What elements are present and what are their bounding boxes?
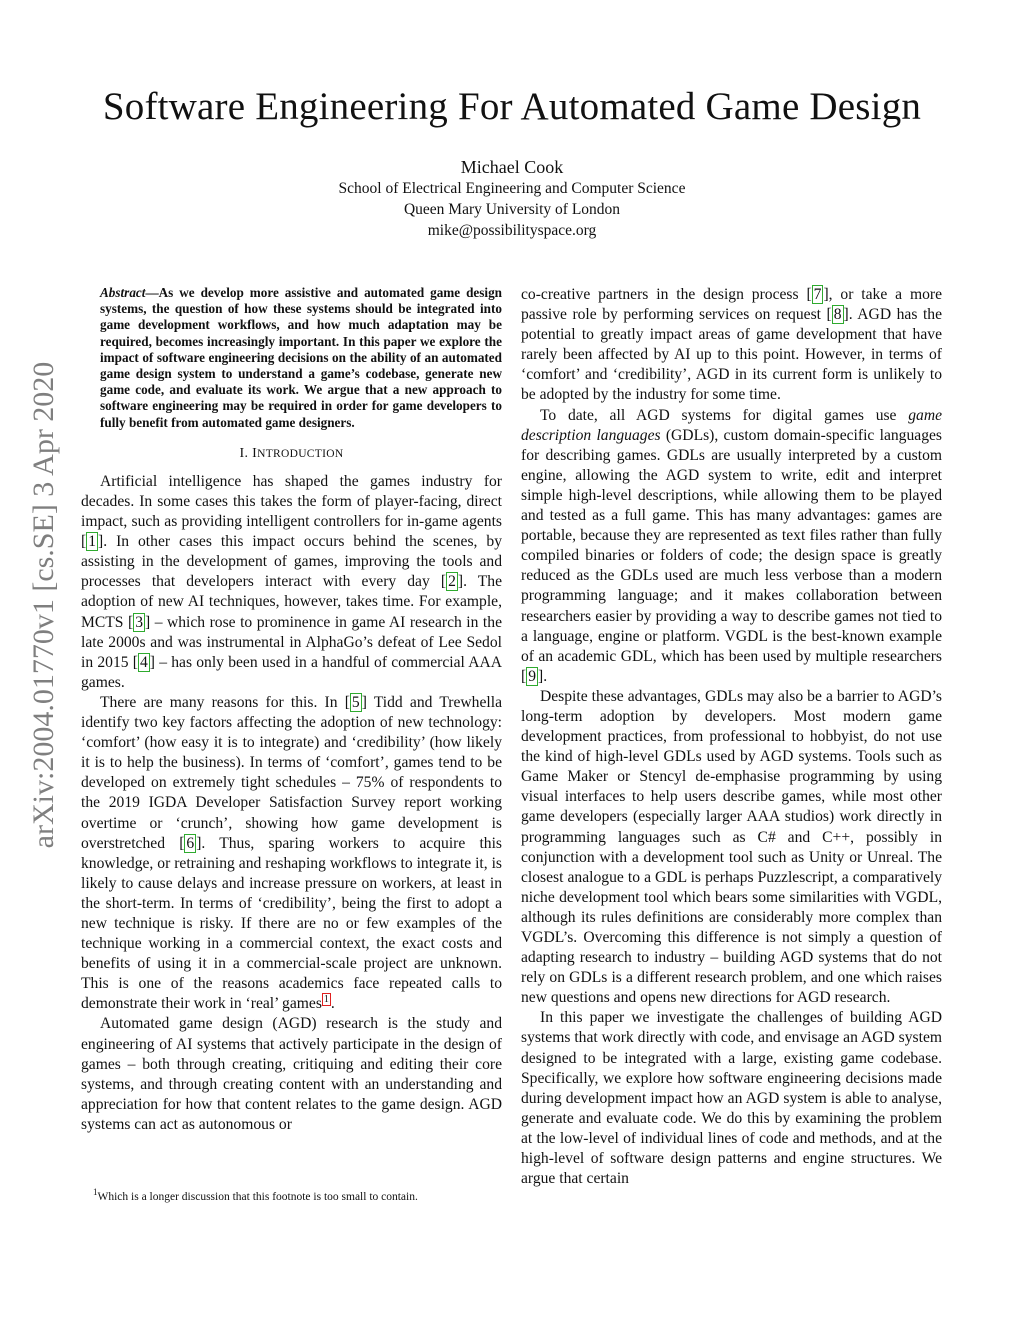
citation-link[interactable]: 9 bbox=[528, 667, 536, 685]
intro-paragraph-6: Despite these advantages, GDLs may also be a barrier to AGD’s long-term adoption by developers. Most modern game development practices, from professional to hobbyist, do not use the kind of high-level GDLs used by AGD systems. Tools such as Game Maker or Stencyl de-emphasise programming by using visual interfaces to help users describe games, while most other game developers (especially larger AAA studios) work directly in programming languages such as C# and C++, possibly in conjunction with a development tool such as Unity or Unreal. The closest analogue to a GDL is perhaps Puzzlescript, a comparatively niche development tool which bears some similarities with VGDL, although its rules definitions are considerably more complex than VGDL’s. Overcoming this difference is not simply a question of adapting research to industry – building AGD systems that do not rely on GDLs is a different research problem, and one which raises new questions and opens new directions for AGD research. bbox=[521, 687, 942, 1007]
citation-link[interactable]: 2 bbox=[448, 573, 456, 591]
abstract bbox=[100, 285, 502, 431]
abstract-text: —As we develop more assistive and automated game design systems, the question of how these systems should be integrated into game development workflows, and how much adaptation may be required, becomes increasingly important. In this paper we explore the impact of software engineering decisions on the ability of an automated game design system to understand a game’s codebase, generate new game code, and evaluate its work. We argue that a new approach to software engineering may be required in order for game developers to fully benefit from automated game designers. bbox=[100, 285, 502, 430]
section-heading-introduction bbox=[81, 444, 502, 464]
intro-paragraph-7: In this paper we investigate the challenges of building AGD systems that work directly with code, and envisage an AGD system designed to be integrated with a large, existing game codebase. Specifically, we explore how software engineering decisions made during development impact how an AGD system is able to analyse, generate and evaluate code. We do this by examining the problem at the low-level of individual lines of code and methods, and at the high-level of software design patterns and engine structures. We argue that certain bbox=[521, 1009, 942, 1188]
footnote bbox=[81, 1185, 514, 1204]
intro-paragraph-5: To date, all AGD systems for digital games use game description languages (GDLs), custom domain-specific languages for describing games. GDLs are usually interpreted by a custom engine, allowing the AGD system to write, edit and interpret simple high-level descriptions, while allowing them to be played and tested as a full game. This has many advantages: games are portable, because they are represented as text files rather than fully compiled binaries or folders of code; the design space is greatly reduced as the GDLs used are much less verbose than a modern programming language; and it makes collaboration between researchers easier by providing a way to describe games not tied to a language, engine or platform. VGDL is the best-known example of an academic GDL, which has been used by multiple researchers [ 9 ]. bbox=[521, 406, 942, 685]
left-column bbox=[81, 285, 502, 1135]
author-affiliation-school: School of Electrical Engineering and Computer Science bbox=[338, 180, 686, 197]
section-title-initial: I bbox=[252, 445, 258, 461]
citation-link[interactable]: 6 bbox=[186, 834, 195, 852]
section-number: I. bbox=[239, 445, 249, 461]
author-email: mike@possibilityspace.org bbox=[427, 222, 597, 239]
citation-link[interactable]: 5 bbox=[351, 693, 360, 711]
citation-link[interactable]: 1 bbox=[88, 533, 96, 551]
paper-title: Software Engineering For Automated Game Design bbox=[102, 85, 922, 128]
intro-paragraph-3: Automated game design (AGD) research is the study and engineering of AI systems that actively participate in the design of games – both through creating, critiquing and editing their core systems, and through creating content with an understanding and appreciation for how that content relates to the game design. AGD systems can act as autonomous or bbox=[81, 1015, 502, 1133]
intro-paragraph-1: Artificial intelligence has shaped the games industry for decades. In some cases this takes the form of player-facing, direct impact, such as providing intelligent controllers for in-game agents [ 1 ]. In other cases this impact occurs behind the scenes, by assisting in the development of games, improving the tools and processes that developers interact with every day [ 2 ]. The adoption of new AI techniques, however, takes time. For example, MCTS [ 3 ] – which rose to prominence in game AI research in the late 2000s and was instrumental in AlphaGo’s defeat of Lee Sedol in 2015 [ 4 ] – has only been used in a handful of commercial AAA games. bbox=[81, 472, 503, 691]
abstract-label: Abstract bbox=[100, 285, 146, 300]
author-block bbox=[0, 156, 1024, 241]
intro-paragraph-2: There are many reasons for this. In [ 5 ] Tidd and Trewhella identify two key factors affecting the adoption of new technology: ‘comfort’ (how easy it is to integrate) and ‘credibility’ (how likely it is to help the business). In terms of ‘comfort’, games tend to be developed on extremely tight schedules – 75% of respondents to the 2019 IGDA Developer Satisfaction Survey report working overtime or ‘crunch’, showing how game development is overstretched [ 6 ]. Thus, sparing workers to acquire this knowledge, or retraining and reshaping workflows to integrate it, is likely to cause delays and increase pressure on workers, at least in the short-term. In terms of ‘credibility’, being the first to adopt a new technique is risky. If there are no or few examples of the technique working in a commercial context, the exact costs and benefits of using it in a commercial-scale project are unknown. This is one of the reasons academics face repeated calls to demonstrate their work in ‘real’ games $^1$ . bbox=[81, 693, 502, 1013]
citation-link[interactable]: 7 bbox=[813, 286, 822, 303]
author-affiliation-university: Queen Mary University of London bbox=[403, 201, 621, 218]
intro-paragraph-4: co-creative partners in the design process [ 7 ], or take a more passive role by performing services on request [ 8 ]. AGD has the potential to greatly impact areas of game development that have rarely been affected by AI up to this point. However, in terms of ‘comfort’ and ‘credibility’, AGD in its current form is unlikely to be adopted by the industry for some time. bbox=[521, 286, 942, 404]
footnote-reference-link[interactable]: 1 bbox=[323, 994, 329, 1006]
citation-link[interactable]: 4 bbox=[139, 653, 148, 671]
emphasis-gdl: game description languages bbox=[521, 406, 942, 444]
footnote-text: Which is a longer discussion that this footnote is too small to contain. bbox=[97, 1190, 418, 1203]
arxiv-identifier: arXiv:2004.01770v1 [cs.SE] 3 Apr 2020 bbox=[27, 361, 60, 849]
citation-link[interactable]: 3 bbox=[135, 613, 143, 631]
right-column bbox=[521, 285, 942, 1189]
arxiv-sidebar bbox=[24, 335, 64, 875]
footnote-mark: 1 bbox=[93, 1187, 98, 1197]
author-name: Michael Cook bbox=[460, 157, 564, 177]
section-title-rest: NTRODUCTION bbox=[257, 447, 344, 460]
citation-link[interactable]: 8 bbox=[833, 306, 842, 324]
